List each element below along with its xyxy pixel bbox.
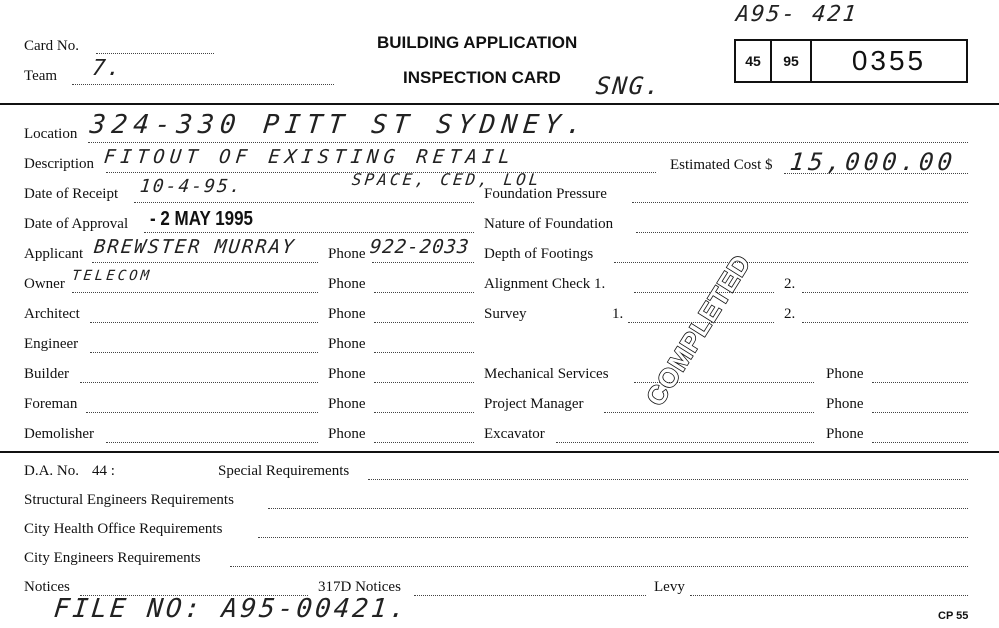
title-initials: SNG. [594, 72, 664, 100]
card-box-b: 95 [770, 39, 812, 83]
project-manager-phone-label: Phone [826, 396, 864, 412]
excavator-phone-line [872, 442, 968, 443]
da-no-value: 44 : [92, 463, 115, 479]
builder-label: Builder [24, 366, 69, 382]
date-receipt-label: Date of Receipt [24, 186, 119, 202]
notices-label: Notices [24, 579, 70, 595]
date-receipt-value: 10-4-95. [138, 176, 244, 197]
estimated-cost-label: Estimated Cost $ [670, 157, 773, 173]
depth-footings-line [614, 262, 968, 263]
excavator-phone-label: Phone [826, 426, 864, 442]
engineer-phone-label: Phone [328, 336, 366, 352]
owner-phone-line [374, 292, 474, 293]
architect-line [90, 322, 318, 323]
city-engineers-label: City Engineers Requirements [24, 550, 201, 566]
title-line-1: BUILDING APPLICATION [377, 33, 578, 52]
engineer-phone-line [374, 352, 474, 353]
builder-phone-label: Phone [328, 366, 366, 382]
city-engineers-line [230, 566, 968, 567]
date-approval-label: Date of Approval [24, 216, 129, 232]
excavator-label: Excavator [484, 426, 545, 442]
da-no-label: D.A. No. [24, 463, 79, 479]
engineer-label: Engineer [24, 336, 79, 352]
mechanical-phone-label: Phone [826, 366, 864, 382]
owner-phone-label: Phone [328, 276, 366, 292]
project-manager-phone-line [872, 412, 968, 413]
levy-line [690, 595, 968, 596]
structural-requirements-line [268, 508, 968, 509]
applicant-phone-label: Phone [328, 246, 366, 262]
completed-stamp: COMPLETED [640, 248, 757, 411]
demolisher-phone-label: Phone [328, 426, 366, 442]
description-value-1: FITOUT OF EXISTING RETAIL [102, 146, 517, 168]
engineer-line [90, 352, 318, 353]
applicant-phone-value: 922-2033 [368, 236, 471, 258]
special-requirements-line [368, 479, 968, 480]
special-requirements-label: Special Requirements [218, 463, 350, 479]
description-value-2: SPACE, CED, LOL [351, 170, 543, 189]
levy-label: Levy [654, 579, 685, 595]
city-health-label: City Health Office Requirements [24, 521, 223, 537]
architect-label: Architect [24, 306, 80, 322]
section-rule [0, 451, 999, 453]
survey-label: Survey [484, 306, 527, 322]
structural-requirements-label: Structural Engineers Requirements [24, 492, 234, 508]
demolisher-phone-line [374, 442, 474, 443]
project-manager-line [604, 412, 814, 413]
location-label: Location [24, 126, 78, 142]
form-code: CP 55 [938, 610, 969, 622]
survey-1-label: 1. [612, 306, 624, 322]
alignment-check-2-label: 2. [784, 276, 796, 292]
applicant-line [92, 262, 318, 263]
applicant-label: Applicant [24, 246, 84, 262]
foundation-pressure-line [632, 202, 968, 203]
mechanical-phone-line [872, 382, 968, 383]
owner-label: Owner [24, 276, 65, 292]
title-line-2: INSPECTION CARD [403, 68, 561, 87]
nature-foundation-label: Nature of Foundation [484, 216, 614, 232]
estimated-cost-value: 15,000.00 [788, 148, 958, 176]
location-line [88, 142, 968, 143]
architect-phone-label: Phone [328, 306, 366, 322]
file-ref-handwritten: A95- 421 [734, 2, 860, 27]
notices-317d-line [414, 595, 646, 596]
date-receipt-line [134, 202, 474, 203]
demolisher-line [106, 442, 318, 443]
notices-317d-label: 317D Notices [318, 579, 401, 595]
demolisher-label: Demolisher [24, 426, 94, 442]
depth-footings-label: Depth of Footings [484, 246, 594, 262]
date-approval-value: - 2 MAY 1995 [150, 208, 254, 230]
team-label: Team [24, 68, 58, 84]
date-approval-line [144, 232, 474, 233]
file-no-handwritten: FILE NO: A95-00421. [52, 594, 410, 624]
foundation-pressure-label: Foundation Pressure [484, 186, 607, 202]
card-box-a: 45 [734, 39, 772, 83]
survey-2-line [802, 322, 968, 323]
city-health-line [258, 537, 968, 538]
builder-line [80, 382, 318, 383]
excavator-line [556, 442, 814, 443]
card-no-line [96, 53, 214, 54]
team-line [72, 84, 334, 85]
header-rule [0, 103, 999, 105]
foreman-label: Foreman [24, 396, 78, 412]
foreman-line [86, 412, 318, 413]
applicant-value: BREWSTER MURRAY [92, 236, 297, 258]
alignment-check-2-line [802, 292, 968, 293]
builder-phone-line [374, 382, 474, 383]
survey-2-label: 2. [784, 306, 796, 322]
architect-phone-line [374, 322, 474, 323]
applicant-phone-line [372, 262, 474, 263]
card-no-label: Card No. [24, 38, 79, 54]
alignment-check-label: Alignment Check 1. [484, 276, 606, 292]
foreman-phone-line [374, 412, 474, 413]
location-value: 324-330 PITT ST SYDNEY. [88, 110, 590, 140]
team-value: 7. [90, 56, 124, 81]
nature-foundation-line [636, 232, 968, 233]
owner-line [72, 292, 318, 293]
project-manager-label: Project Manager [484, 396, 584, 412]
card-box-number: 0355 [810, 39, 968, 83]
mechanical-services-label: Mechanical Services [484, 366, 609, 382]
foreman-phone-label: Phone [328, 396, 366, 412]
description-label: Description [24, 156, 94, 172]
owner-value: TELECOM [71, 268, 153, 284]
